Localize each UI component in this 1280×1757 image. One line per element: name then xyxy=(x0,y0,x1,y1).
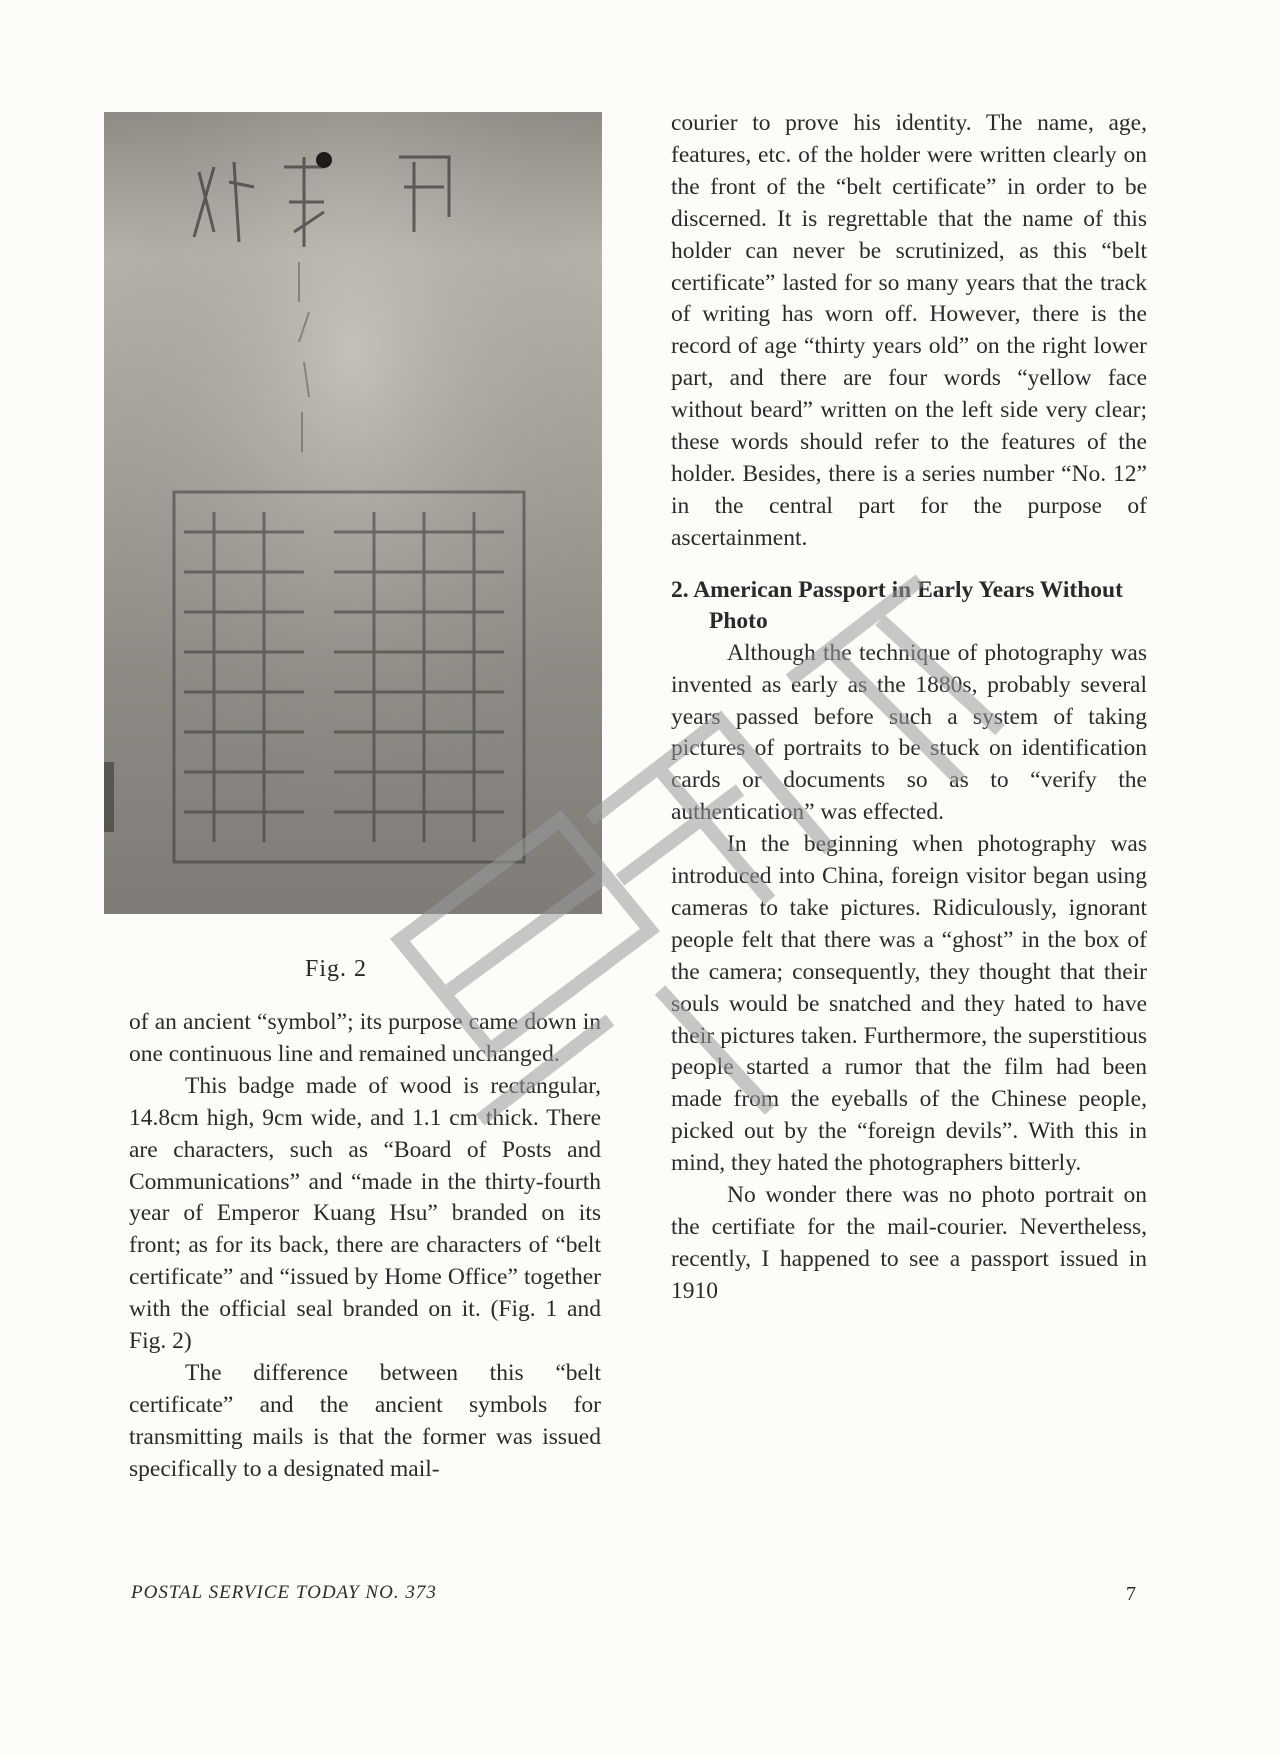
badge-photo xyxy=(104,112,602,914)
badge-photo-drawing xyxy=(104,112,602,914)
page-number: 7 xyxy=(1126,1583,1136,1605)
right-paragraph-1: courier to prove his identity. The name, age, features, etc. of the holder were written clearly on the front of the “belt certificate” in order to be discerned. It is regrettable that the name of this holder can never be scrutinized, as this “belt certificate” lasted for so many years that the track of writing has worn off. However, there is the record of age “thirty years old” on the right lower part, and there are four words “yellow face without beard” written on the left side very clear; these words should refer to the features of the holder. Besides, there is a series number “No. 12” in the central part for the purpose of ascertainment. xyxy=(671,110,1147,551)
left-column xyxy=(129,1007,601,1486)
section-heading: 2. American Passport in Early Years Without Photo xyxy=(671,576,1123,635)
right-column xyxy=(671,108,1147,1308)
left-paragraph-1: of an ancient “symbol”; its purpose came down in one continuous line and remained unchanged. xyxy=(129,1009,601,1067)
right-paragraph-2: Although the technique of photography was invented as early as the 1880s, probably several years passed before such a system of taking pictures of portraits to be stuck on identification cards or documents so as to “verify the authentication” was effected. xyxy=(671,639,1147,826)
publication-footer: POSTAL SERVICE TODAY NO. 373 xyxy=(131,1582,437,1603)
right-paragraph-3: In the beginning when photography was introduced into China, foreign visitor began using cameras to take pictures. Ridiculously, ignorant people felt that there was a “ghost” in the box of the camera; consequently, they thought that their souls would be snatched and they hated to have their pictures taken. Furthermore, the superstitious people started a rumor that the film had been made from the eyeballs of the Chinese people, picked out by the “foreign devils”. With this in mind, they hated the photographers bitterly. xyxy=(671,831,1147,1177)
right-paragraph-4: No wonder there was no photo portrait on the certifiate for the mail-courier. Nevertheless, recently, I happened to see a passport issued in 1910 xyxy=(671,1182,1147,1304)
left-paragraph-2: This badge made of wood is rectangular, 14.8cm high, 9cm wide, and 1.1 cm thick. There are characters, such as “Board of Posts and Communications” and “made in the thirty-fourth year of Emperor Kuang Hsu” branded on its front; as for its back, there are characters of “belt certificate” and “issued by Home Office” together with the official seal branded on it. (Fig. 1 and Fig. 2) xyxy=(129,1072,601,1355)
figure-caption: Fig. 2 xyxy=(305,956,368,982)
left-paragraph-3: The difference between this “belt certificate” and the ancient symbols for transmitting mails is that the former was issued specifically to a designated mail- xyxy=(129,1359,601,1482)
